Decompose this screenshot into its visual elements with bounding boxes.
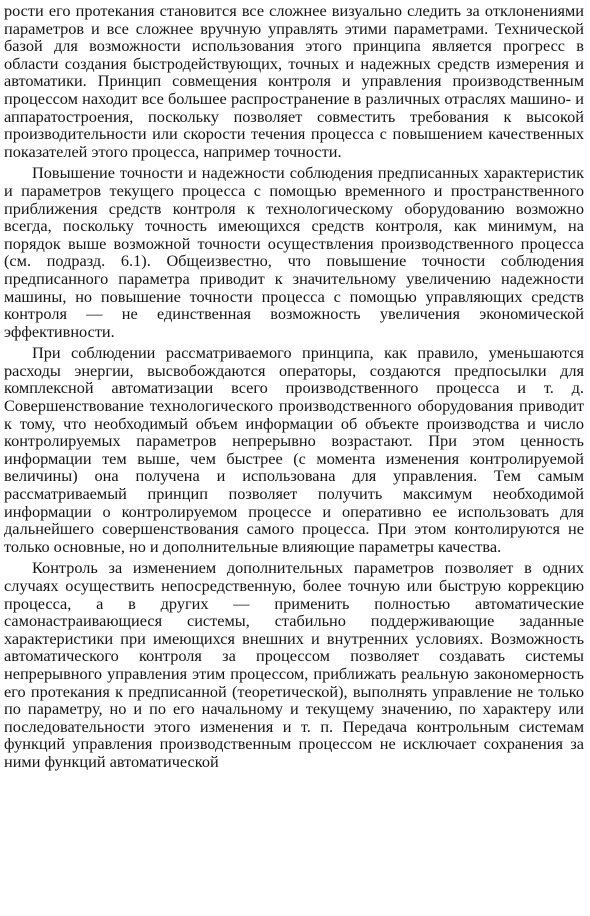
paragraph-energy: При соблюдении рассматриваемого принципа, как правило, уменьшаются расходы энергии, высвобождаются операторы, создаются предпосылки для комплексной автоматизации всего производственного процесса и т. д. Совершенствование технологического производственного оборудования приводит к тому, что необходимый объем информации об объекте производства и число контролируемых параметров непрерывно возрастают. При этом ценность информации тем выше, чем быстрее (с момента изменения контролируемой величины) она получена и использована для управления. Тем самым рассматриваемый принцип позволяет получить максимум необходимой информации о контролируемом процессе и оперативно ее использовать для дальнейшего совершенствования самого процесса. При этом контолируются не только основные, но и дополнительные влияющие параметры качества. [4,343,584,556]
paragraph-accuracy: Повышение точности и надежности соблюдения предписанных характеристик и параметров текущего процесса с помощью временного и пространственного приближения средств контроля к технологическому оборудованию возможно всегда, поскольку точность имеющихся средств контроля, как минимум, на порядок выше возможной точности осуществления производственного процесса (см. подразд. 6.1). Общеизвестно, что повышение точности соблюдения предписанного параметра приводит к значительному увеличению надежности машины, но повышение точности процесса с помощью управляющих средств контроля — не единственная возможность увеличения экономической эффективности. [4,163,584,341]
paragraph-continuation: рости его протекания становится все сложнее визуально следить за отклонениями параметров и все сложнее вручную управлять этими параметрами. Технической базой для возможности использования этого принципа является прогресс в области создания быстродействующих, точных и надежных средств измерения и автоматики. Принцип совмещения контроля и управления производственным процессом находит все большее распространение в различных отраслях машино- и аппаратостроения, поскольку позволяет совместить требования к высокой производительности или скорости течения процесса с повышением качественных показателей этого процесса, например точности. [4,1,584,161]
document-page [4,2,584,775]
paragraph-additional-parameters: Контроль за изменением дополнительных параметров позволяет в одних случаях осуществить непосредственную, более точную или быструю коррекцию процесса, а в других — применить полностью автоматические самонастраивающиеся системы, стабильно поддерживающие заданные характеристики при имеющихся внешних и внутренних условиях. Возможность автоматического контроля за процессом позволяет создавать системы непрерывного управления этим процессом, приближать реальную закономерность его протекания к предписанной (теоретической), выполнять управление не только по параметру, но и по его начальному и текущему значению, по характеру или последовательности этого изменения и т. п. Передача контрольным системам функций управления производственным процессом не исключает сохранения за ними функций автоматической [4,558,584,771]
